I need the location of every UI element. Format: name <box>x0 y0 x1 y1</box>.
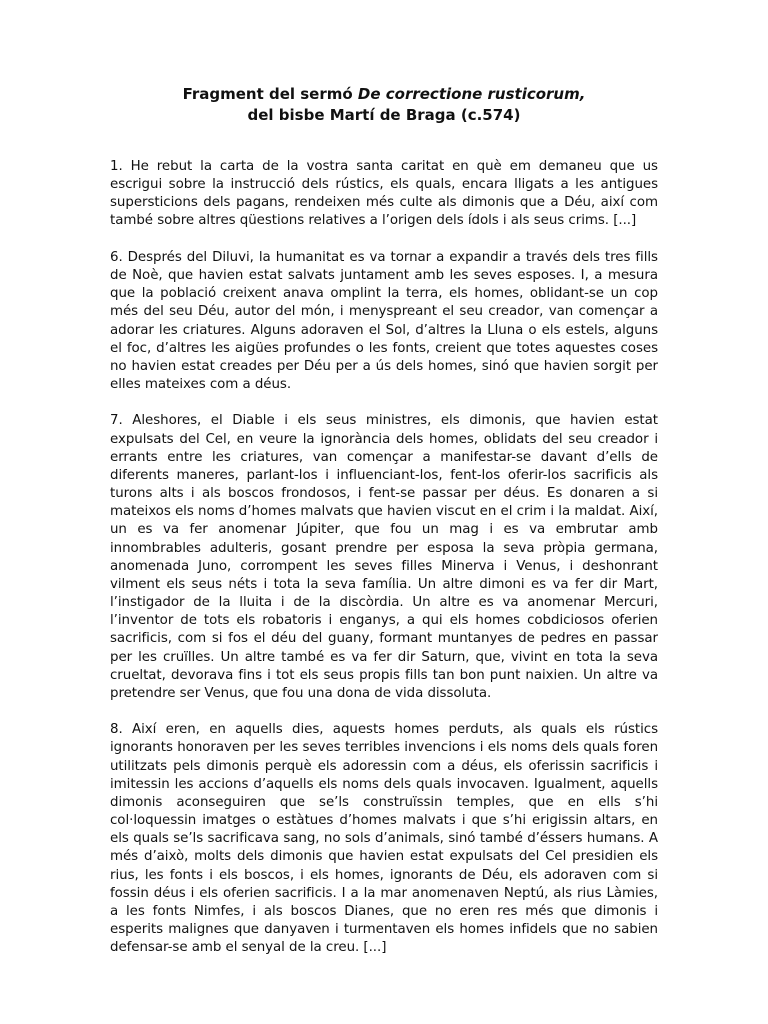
title-line-2: del bisbe Martí de Braga (c.574) <box>247 106 521 124</box>
document-title <box>110 84 658 126</box>
title-prefix: Fragment del sermó <box>182 85 358 103</box>
title-italic-work: De correctione rusticorum, <box>357 85 586 103</box>
paragraph-6: 6. Després del Diluvi, la humanitat es va tornar a expandir a través dels tres fills de Noè, que havien estat salvats juntament amb les seves esposes. I, a mesura que la població creixent anava omplint la terra, els homes, oblidant-se un cop més del seu Déu, autor del món, i menyspreant el seu creador, van començar a adorar les criatures. Alguns adoraven el Sol, d’altres la Lluna o els estels, alguns el foc, d’altres les aigües profundes o les fonts, creient que totes aquestes coses no havien estat creades per Déu per a ús dels homes, sinó que havien sorgit per elles mateixes com a déus. <box>110 249 658 393</box>
paragraph-1: 1. He rebut la carta de la vostra santa caritat en què em demaneu que us escrigui sobre la instrucció dels rústics, els quals, encara lligats a les antigues supersticions dels pagans, rendeixen més culte als dimonis que a Déu, així com també sobre altres qüestions relatives a l’origen dels ídols i als seus crims. [...] <box>110 159 658 229</box>
document-page <box>110 84 658 976</box>
paragraph-8: 8. Així eren, en aquells dies, aquests homes perduts, als quals els rústics ignorants honoraven per les seves terribles invencions i els noms dels quals foren utilitzats pels dimonis perquè els adoressin com a déus, els oferissin sacrificis i imitessin les accions d’aquells els noms dels quals invocaven. Igualment, aquells dimonis aconseguiren que se’ls construïssin temples, que en ells s’hi col·loquessin imatges o estàtues d’homes malvats i que s’hi erigissin altars, en els quals se’ls sacrificava sang, no sols d’animals, sinó també d’éssers humans. A més d’això, molts dels dimonis que havien estat expulsats del Cel presidien els rius, les fonts i els boscos, i els homes, ignorants de Déu, els adoraven com si fossin déus i els oferien sacrificis. I a la mar anomenaven Neptú, als rius Làmies, a les fonts Nimfes, i als boscos Dianes, que no eren res més que dimonis i esperits malignes que danyaven i turmentaven els homes infidels que no sabien defensar-se amb el senyal de la creu. [...] <box>110 722 658 956</box>
paragraph-7: 7. Aleshores, el Diable i els seus ministres, els dimonis, que havien estat expulsats del Cel, en veure la ignorància dels homes, oblidats del seu creador i errants entre les criatures, van començar a manifestar-se davant d’ells de diferents maneres, parlant-los i influenciant-los, fent-los oferir-los sacrificis als turons alts i als boscos frondosos, i fent-se passar per déus. Es donaren a si mateixos els noms d’homes malvats que havien viscut en el crim i la maldat. Així, un es va fer anomenar Júpiter, que fou un mag i es va embrutar amb innombrables adulteris, gosant prendre per esposa la seva pròpia germana, anomenada Juno, corrompent les seves filles Minerva i Venus, i deshonrant vilment els seus néts i tota la seva família. Un altre dimoni es va fer dir Mart, l’instigador de la lluita i de la discòrdia. Un altre es va anomenar Mercuri, l’inventor de tots els robatoris i enganys, a qui els homes cobdiciosos oferien sacrificis, com si fos el déu del guany, formant muntanyes de pedres en passar per les cruïlles. Un altre també es va fer dir Saturn, que, vivint en tota la seva crueltat, devorava fins i tot els seus propis fills tan bon punt naixien. Un altre va pretendre ser Venus, que fou una dona de vida dissoluta. <box>110 413 658 701</box>
title-line-1 <box>110 84 658 105</box>
